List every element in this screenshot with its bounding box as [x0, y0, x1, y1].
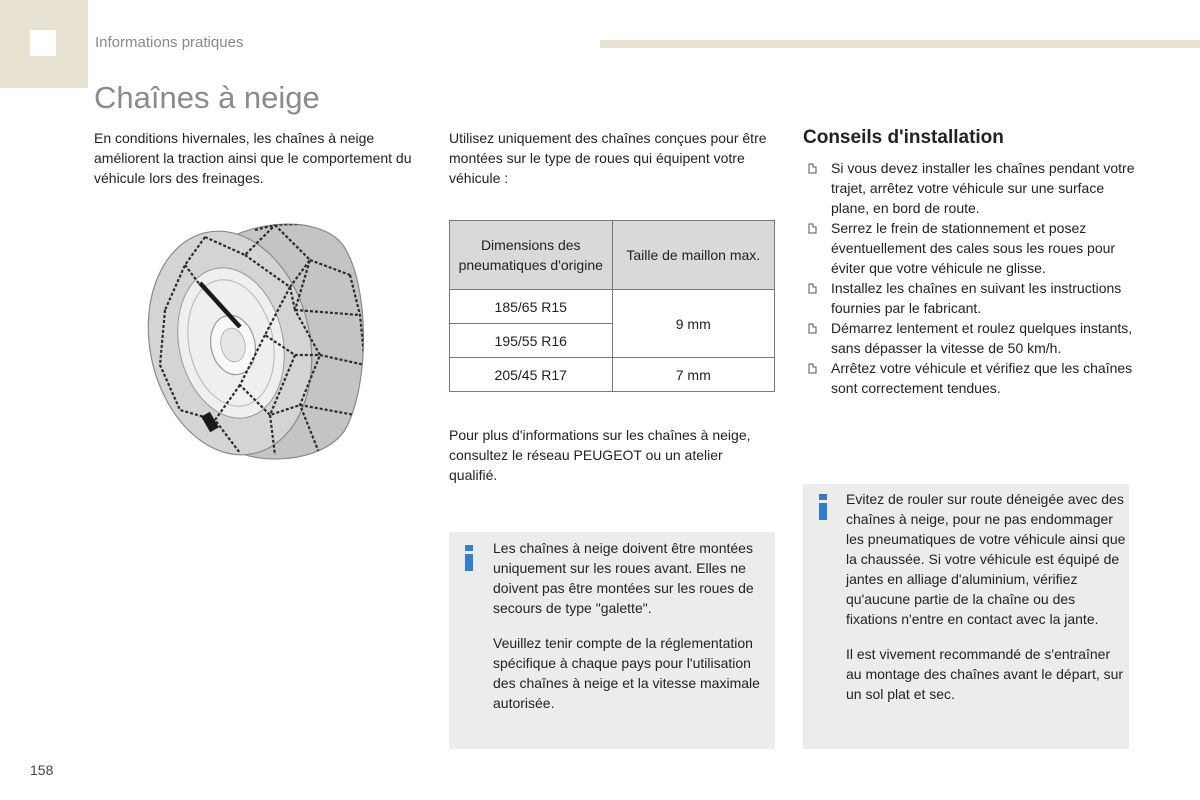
header-rule — [600, 40, 1200, 48]
table-row — [450, 358, 775, 392]
tip-text: Si vous devez installer les chaînes pendant votre trajet, arrêtez votre véhicule sur une surface plane, en bord de route. — [831, 160, 1135, 216]
pointing-hand-icon — [808, 323, 817, 334]
tire-dimensions-header: Dimensions des pneumatiques d'origine — [450, 221, 613, 290]
tips-heading: Conseils d'installation — [803, 127, 1004, 148]
table-header-row — [450, 221, 775, 290]
list-item — [803, 318, 1143, 358]
tip-text: Installez les chaînes en suivant les instructions fournies par le fabricant. — [831, 280, 1122, 316]
link-size-cell: 7 mm — [612, 358, 775, 392]
list-item — [803, 158, 1143, 218]
tip-text: Serrez le frein de stationnement et posez éventuellement des cales sous les roues pour éviter que votre véhicule ne glisse. — [831, 220, 1116, 276]
pointing-hand-icon — [808, 163, 817, 174]
info-icon — [465, 545, 473, 571]
list-item — [803, 358, 1143, 398]
info-box-front-wheels — [449, 532, 775, 749]
info-paragraph: Veuillez tenir compte de la réglementation spécifique à chaque pays pour l'utilisation des chaînes à neige et la vitesse maximale autorisée. — [493, 635, 760, 711]
list-item — [803, 218, 1143, 278]
info-icon — [819, 494, 827, 520]
corner-square — [30, 30, 56, 56]
tips-list — [803, 158, 1143, 398]
tire-size-cell: 185/65 R15 — [450, 290, 613, 324]
info-box-text — [846, 489, 1126, 704]
pointing-hand-icon — [808, 363, 817, 374]
more-info-text: Pour plus d'informations sur les chaînes à neige, consultez le réseau PEUGEOT ou un atelier qualifié. — [449, 427, 751, 483]
info-box-text — [493, 538, 765, 713]
corner-tab — [0, 0, 88, 88]
tire-size-cell: 195/55 R16 — [450, 324, 613, 358]
page-title: Chaînes à neige — [94, 80, 320, 115]
tip-text: Démarrez lentement et roulez quelques instants, sans dépasser la vitesse de 50 km/h. — [831, 320, 1133, 356]
info-paragraph: Il est vivement recommandé de s'entraîner au montage des chaînes avant le départ, sur un sol plat et sec. — [846, 646, 1124, 702]
snow-chain-wheel-illustration — [145, 215, 370, 465]
list-item — [803, 278, 1143, 318]
link-size-cell: 9 mm — [612, 290, 775, 358]
usage-text: Utilisez uniquement des chaînes conçues pour être montées sur le type de roues qui équipent votre véhicule : — [449, 130, 767, 186]
tip-text: Arrêtez votre véhicule et vérifiez que les chaînes sont correctement tendues. — [831, 360, 1133, 396]
max-link-size-header: Taille de maillon max. — [612, 221, 775, 290]
intro-text: En conditions hivernales, les chaînes à neige améliorent la traction ainsi que le comportement du véhicule lors des freinages. — [94, 130, 412, 186]
table-row — [450, 290, 775, 324]
pointing-hand-icon — [808, 223, 817, 234]
chain-size-table — [449, 220, 775, 392]
info-paragraph: Evitez de rouler sur route déneigée avec des chaînes à neige, pour ne pas endommager les pneumatiques de votre véhicule ainsi que la chaussée. Si votre véhicule est équipé de jantes en alliage d'aluminium, vérifiez qu'aucune partie de la chaîne ou des fixations n'entre en contact avec la jante. — [846, 491, 1126, 627]
pointing-hand-icon — [808, 283, 817, 294]
page-number: 158 — [30, 762, 54, 778]
tire-size-cell: 205/45 R17 — [450, 358, 613, 392]
section-label: Informations pratiques — [95, 34, 244, 51]
info-paragraph: Les chaînes à neige doivent être montées uniquement sur les roues avant. Elles ne doivent pas être montées sur les roues de secours de type "galette". — [493, 540, 754, 616]
info-box-cleared-roads — [803, 484, 1129, 749]
